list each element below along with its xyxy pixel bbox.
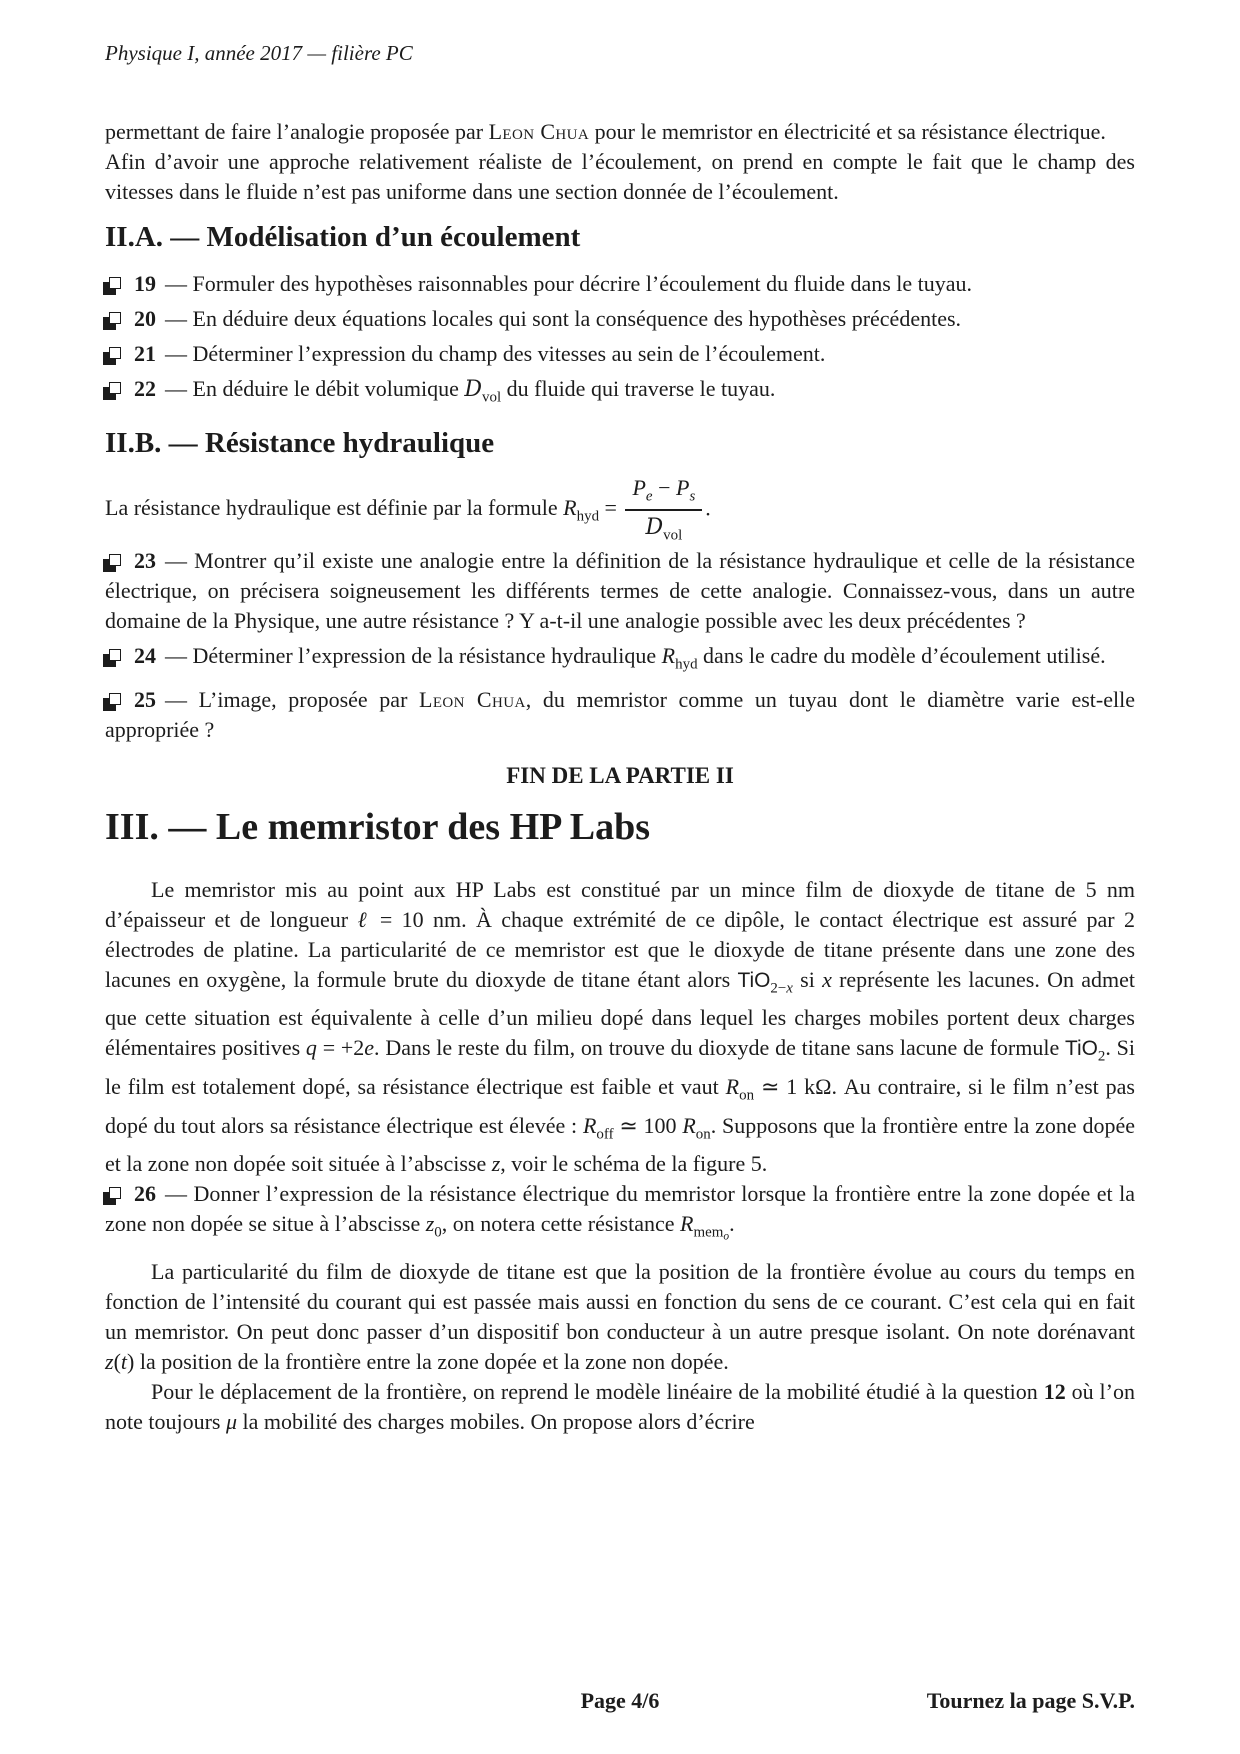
question-22	[105, 374, 1135, 413]
paragraph-analogie: permettant de faire l’analogie proposée par Leon Chua pour le memristor en électricité et sa résistance électrique.	[105, 119, 1106, 144]
question-number: 22	[134, 376, 156, 401]
question-text: — Déterminer l’expression de la résistance hydraulique $R_{hyd}$ dans le cadre du modèle d’écoulement utilisé.	[165, 642, 1106, 673]
paragraph-frontiere: La particularité du film de dioxyde de titane est que la position de la frontière évolue au cours du temps en fonction de l’intensité du courant qui est passée mais aussi en fonction du sens de ce courant. C’est cela qui en fait un memristor. On peut donc passer d’un dispositif bon conducteur à un autre presque isolant. On note dorénavant z(t) la position de la frontière entre la zone dopée et la zone non dopée.	[105, 1258, 1135, 1374]
checkbox-box	[109, 554, 121, 566]
question-text: — L’image, proposée par Leon Chua, du memristor comme un tuyau dont le diamètre varie est-elle appropriée ?	[105, 686, 1135, 742]
checkbox-box	[109, 382, 121, 394]
question-text: — Formuler des hypothèses raisonnables pour décrire l’écoulement du fluide dans le tuyau.	[165, 271, 973, 296]
question-checkbox-icon	[105, 693, 121, 709]
hydraulic-resistance-definition	[105, 475, 1135, 546]
question-checkbox-icon	[105, 347, 121, 363]
question-text: — Montrer qu’il existe une analogie entre la définition de la résistance hydraulique et celle de la résistance électrique, on précisera soigneusement les différents termes de cette analogie. Connaissez-vous, dans un autre domaine de la Physique, une autre résistance ? Y a-t-il une analogie possible avec les deux précédentes ?	[105, 547, 1135, 633]
intro-block	[105, 117, 1135, 207]
formula-fraction	[625, 475, 702, 546]
question-19	[105, 269, 1135, 299]
formula-period: .	[705, 495, 711, 521]
question-number: 24	[134, 642, 156, 668]
page-footer	[0, 1688, 1240, 1718]
fraction-denominator: $D_{vol}$	[645, 515, 683, 544]
question-number: 19	[134, 271, 156, 296]
question-23	[105, 546, 1135, 636]
section-iib-title: II.B. — Résistance hydraulique	[105, 426, 495, 459]
question-21	[105, 339, 1135, 369]
checkbox-box	[109, 277, 121, 289]
question-checkbox-icon	[105, 382, 121, 398]
question-number: 25	[134, 686, 156, 712]
paragraph-memristor-film: Le memristor mis au point aux HP Labs est constitué par un mince film de dioxyde de titane de 5 nm d’épaisseur et de longueur ℓ = 10 nm. À chaque extrémité de ce dipôle, le contact électrique est assuré par 2 électrodes de platine. La particularité de ce memristor est que le dioxyde de titane présente dans une zone des lacunes en oxygène, la formule brute du dioxyde de titane étant alors TiO$_{2-x}$ si x représente les lacunes. On admet que cette situation est équivalente à celle d’un milieu dopé dans lequel les charges mobiles portent deux charges élémentaires positives q = +2e. Dans le reste du film, on trouve du dioxyde de titane sans lacune de formule TiO$_2$. Si le film est totalement dopé, sa résistance électrique est faible et vaut $R_{on}$ ≃ 1 kΩ. Au contraire, si le film n’est pas dopé du tout alors sa résistance électrique est élevée : $R_{off}$ ≃ 100 $R_{on}$. Supposons que la frontière entre la zone dopée et la zone non dopée soit située à l’abscisse z, voir le schéma de la figure 5.	[105, 876, 1135, 1177]
question-number: 20	[134, 306, 156, 331]
formula-intro-text: La résistance hydraulique est définie par la formule $R_{hyd}$ =	[105, 495, 623, 525]
page-number-label: Page 4/6	[580, 1688, 660, 1713]
question-checkbox-icon	[105, 554, 121, 570]
fraction-numerator: $P_e - P_s$	[625, 475, 702, 512]
question-checkbox-icon	[105, 312, 121, 328]
checkbox-box	[109, 649, 121, 661]
paragraph-mobilite: Pour le déplacement de la frontière, on reprend le modèle linéaire de la mobilité étudié à la question 12 où l’on note toujours μ la mobilité des charges mobiles. On propose alors d’écrire	[105, 1378, 1135, 1434]
question-number: 23	[134, 547, 156, 573]
checkbox-box	[109, 312, 121, 324]
turn-page-label: Tournez la page S.V.P.	[926, 1688, 1135, 1713]
paragraph-approche: Afin d’avoir une approche relativement réaliste de l’écoulement, on prend en compte le fait que le champ des vitesses dans le fluide n’est pas uniforme dans une section donnée de l’écoulement.	[105, 149, 1135, 204]
checkbox-box	[109, 693, 121, 705]
fin-partie-ii-label: FIN DE LA PARTIE II	[506, 762, 734, 788]
question-checkbox-icon	[105, 277, 121, 293]
checkbox-box	[109, 1187, 121, 1199]
question-number: 21	[134, 341, 156, 366]
question-20	[105, 304, 1135, 334]
question-24	[105, 641, 1135, 680]
question-checkbox-icon	[105, 649, 121, 665]
section-iii-title: III. — Le memristor des HP Labs	[105, 805, 651, 848]
question-number: 26	[134, 1181, 156, 1207]
section-iia-title: II.A. — Modélisation d’un écoulement	[105, 221, 581, 253]
question-text: — En déduire le débit volumique $D_{vol}$ du fluide qui traverse le tuyau.	[165, 376, 776, 406]
question-text: — Donner l’expression de la résistance électrique du memristor lorsque la frontière entre la zone dopée et la zone non dopée se situe à l’abscisse $z_0$, on notera cette résistance $R_{memo}$.	[105, 1181, 1135, 1243]
checkbox-box	[109, 347, 121, 359]
question-checkbox-icon	[105, 1187, 121, 1203]
question-text: — En déduire deux équations locales qui sont la conséquence des hypothèses précédentes.	[165, 306, 962, 331]
question-text: — Déterminer l’expression du champ des vitesses au sein de l’écoulement.	[165, 341, 826, 366]
running-header: Physique I, année 2017 — filière PC	[105, 41, 413, 65]
question-25	[105, 685, 1135, 745]
question-26	[105, 1179, 1135, 1252]
